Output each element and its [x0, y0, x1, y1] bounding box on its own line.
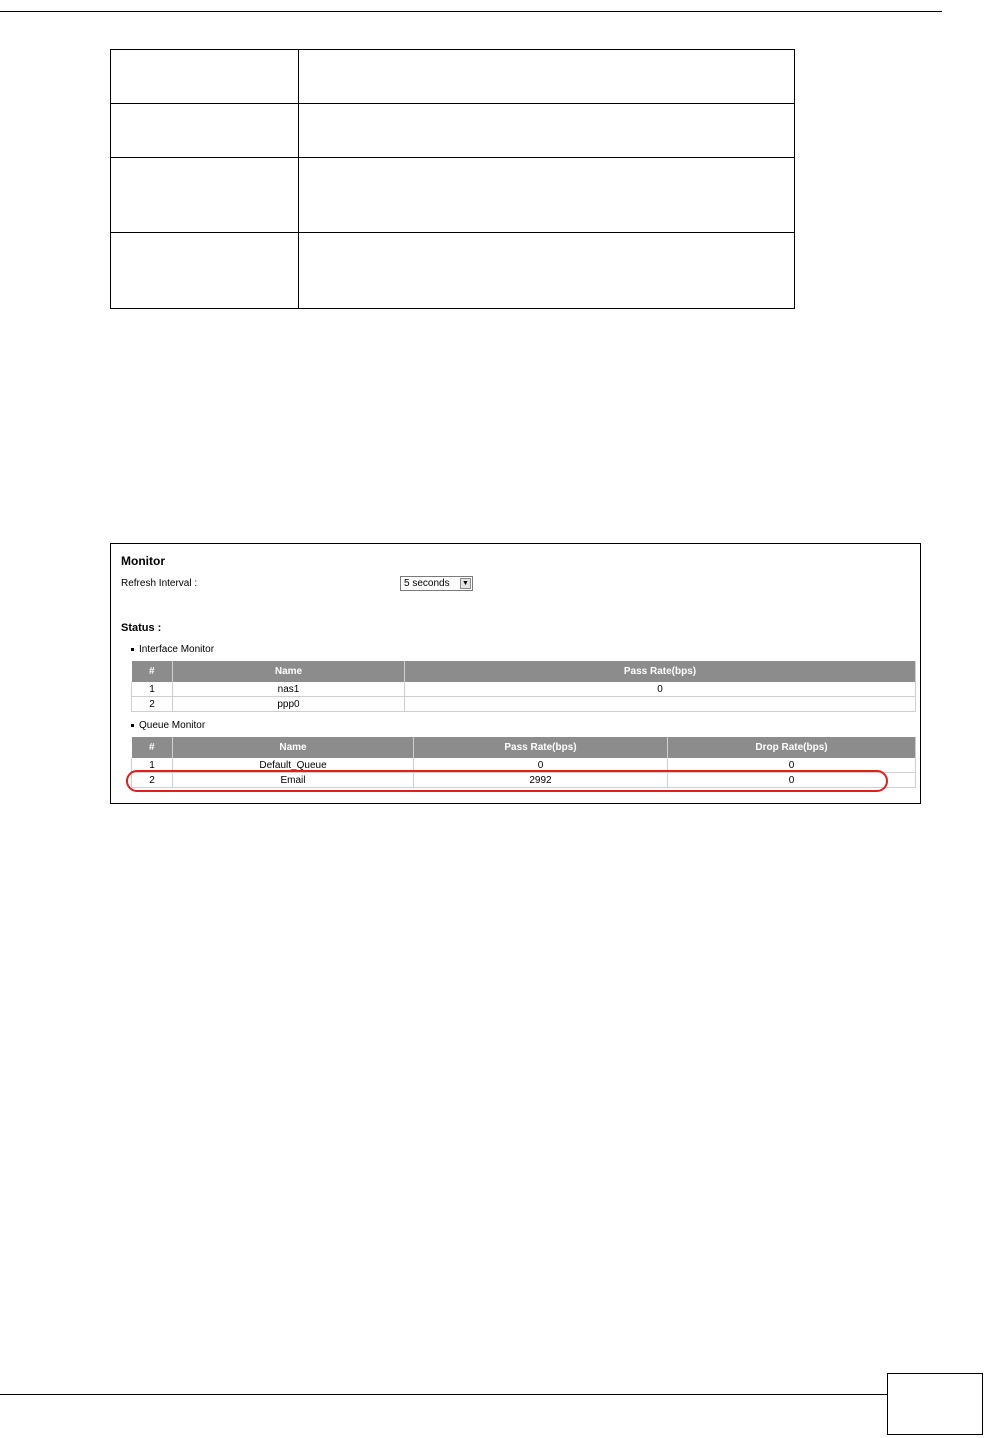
description-cell — [299, 158, 795, 233]
queue-monitor-heading — [131, 720, 205, 731]
table-row — [111, 104, 795, 158]
table-header-row — [132, 737, 916, 758]
label-cell — [111, 50, 299, 104]
table-row — [111, 50, 795, 104]
page-number-box — [887, 1373, 983, 1435]
column-header-pass-rate: Pass Rate(bps) — [405, 661, 916, 682]
refresh-interval-value: 5 seconds — [404, 578, 450, 589]
pass-rate: 0 — [405, 682, 916, 697]
table-header-row — [132, 661, 916, 682]
queue-name: Default_Queue — [173, 758, 414, 773]
interface-monitor-table — [131, 661, 916, 712]
interface-monitor-title: Interface Monitor — [139, 644, 215, 655]
queue-monitor-table — [131, 737, 916, 788]
interface-monitor-heading — [131, 644, 214, 655]
column-header-number: # — [132, 661, 173, 682]
column-header-number: # — [132, 737, 173, 758]
status-heading: Status : — [121, 622, 162, 634]
row-number: 2 — [132, 773, 173, 788]
pass-rate — [405, 697, 916, 712]
description-cell — [299, 104, 795, 158]
label-cell — [111, 104, 299, 158]
interface-name: nas1 — [173, 682, 405, 697]
interface-name: ppp0 — [173, 697, 405, 712]
row-number: 1 — [132, 682, 173, 697]
field-description-table — [110, 49, 795, 309]
drop-rate: 0 — [668, 758, 916, 773]
column-header-pass-rate: Pass Rate(bps) — [414, 737, 668, 758]
chevron-down-icon[interactable]: ▼ — [460, 578, 471, 589]
refresh-interval-select[interactable] — [400, 576, 473, 591]
label-cell — [111, 158, 299, 233]
header-rule — [0, 11, 942, 12]
column-header-name: Name — [173, 661, 405, 682]
column-header-drop-rate: Drop Rate(bps) — [668, 737, 916, 758]
bullet-icon — [131, 724, 134, 727]
refresh-interval-label: Refresh Interval : — [121, 578, 198, 589]
row-number: 1 — [132, 758, 173, 773]
description-cell — [299, 233, 795, 309]
description-cell — [299, 50, 795, 104]
table-row — [132, 697, 916, 712]
table-row — [111, 158, 795, 233]
table-row — [111, 233, 795, 309]
column-header-name: Name — [173, 737, 414, 758]
queue-name: Email — [173, 773, 414, 788]
drop-rate: 0 — [668, 773, 916, 788]
table-row — [132, 758, 916, 773]
table-row — [132, 682, 916, 697]
row-number: 2 — [132, 697, 173, 712]
pass-rate: 2992 — [414, 773, 668, 788]
table-row — [132, 773, 916, 788]
label-cell — [111, 233, 299, 309]
pass-rate: 0 — [414, 758, 668, 773]
footer-rule — [0, 1394, 887, 1395]
bullet-icon — [131, 648, 134, 651]
queue-monitor-title: Queue Monitor — [139, 720, 206, 731]
monitor-title: Monitor — [121, 554, 165, 568]
monitor-screenshot — [110, 543, 921, 804]
